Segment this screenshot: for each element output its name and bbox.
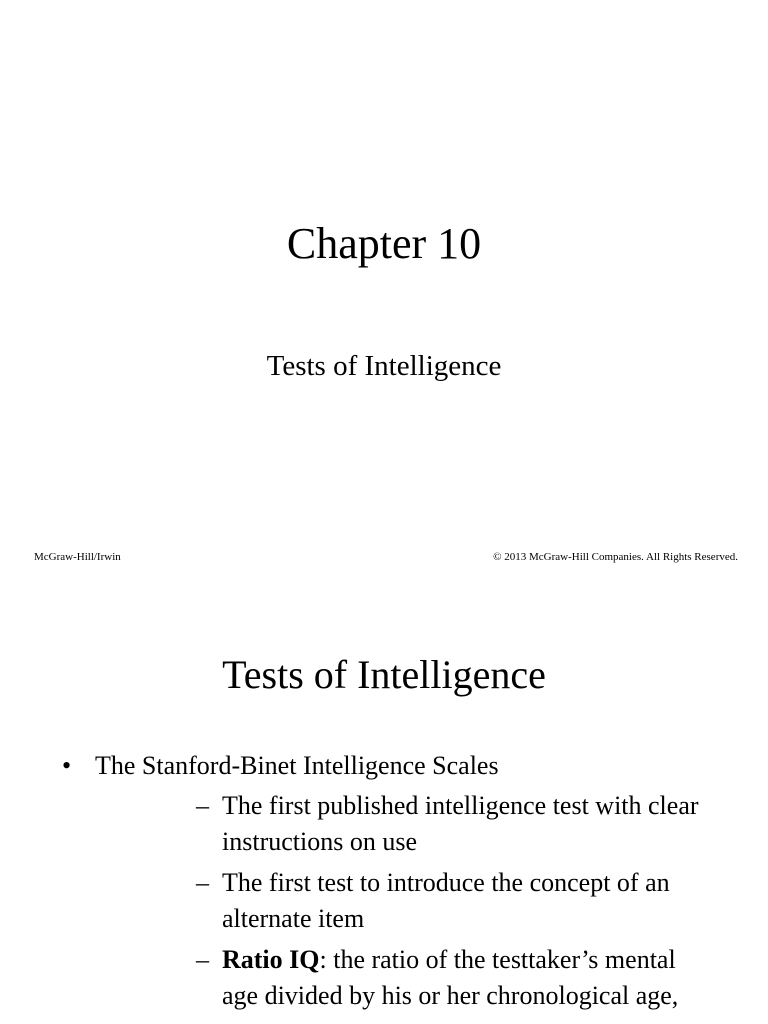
sub-bullet-text: : the ratio of the testtaker’s mental age divided by his or her chronological age, (222, 945, 679, 1010)
chapter-title: Chapter 10 (286, 219, 482, 268)
sub-bullet-list (95, 788, 768, 1014)
bullet-item (0, 749, 768, 1014)
dash-marker: – (196, 945, 209, 974)
bullet-text: The Stanford-Binet Intelligence Scales (95, 751, 499, 780)
slide-title: Tests of Intelligence (222, 652, 546, 697)
content-slide (0, 576, 768, 1024)
dash-marker: – (196, 868, 209, 897)
sub-bullet-text: The first published intelligence test with clear instructions on use (222, 791, 699, 856)
bullet-list (0, 749, 768, 1014)
copyright-footer: © 2013 McGraw-Hill Companies. All Rights Reserved. (493, 551, 738, 563)
chapter-subtitle: Tests of Intelligence (266, 350, 502, 382)
sub-bullet-item (95, 865, 768, 937)
dash-marker: – (196, 791, 209, 820)
sub-bullet-item (95, 942, 768, 1014)
bullet-marker: • (62, 751, 72, 780)
term-ratio-iq: Ratio IQ (222, 945, 320, 974)
sub-bullet-text: The first test to introduce the concept of an alternate item (222, 868, 670, 933)
sub-bullet-item (95, 788, 768, 860)
publisher-footer: McGraw-Hill/Irwin (34, 551, 121, 563)
